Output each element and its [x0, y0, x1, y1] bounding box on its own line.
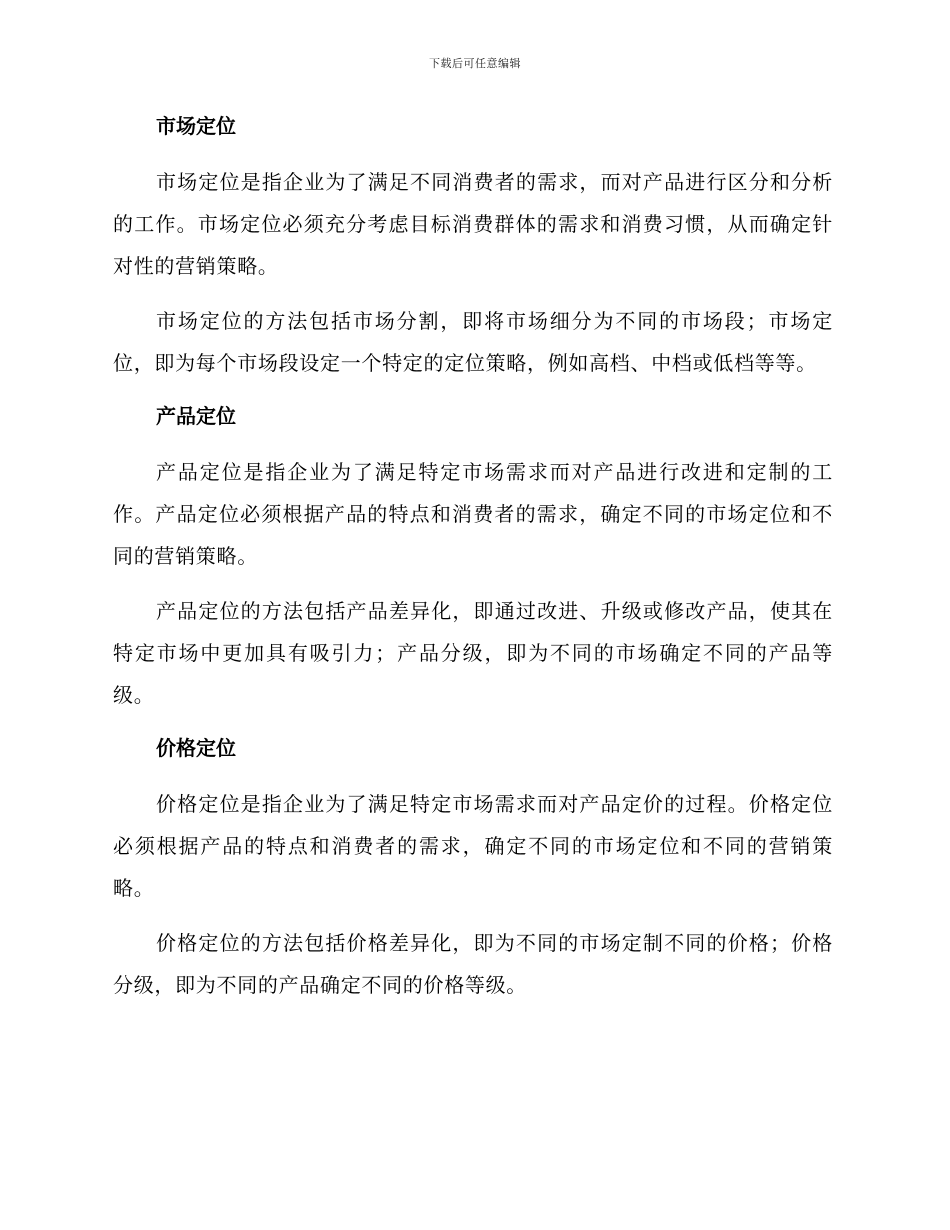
paragraph: 产品定位的方法包括产品差异化，即通过改进、升级或修改产品，使其在特定市场中更加具有吸引力；产品分级，即为不同的市场确定不同的产品等级。	[113, 599, 833, 707]
section-title: 市场定位	[156, 114, 236, 138]
header-note: 下载后可任意编辑	[429, 57, 521, 70]
paragraph: 价格定位的方法包括价格差异化，即为不同的市场定制不同的价格；价格分级，即为不同的产品确定不同的价格等级。	[113, 931, 833, 997]
paragraph: 市场定位是指企业为了满足不同消费者的需求，而对产品进行区分和分析的工作。市场定位必须充分考虑目标消费群体的需求和消费习惯，从而确定针对性的营销策略。	[113, 170, 833, 278]
section-product-positioning	[113, 402, 833, 716]
document-body	[113, 112, 833, 1019]
paragraph: 市场定位的方法包括市场分割，即将市场细分为不同的市场段；市场定位，即为每个市场段设定一个特定的定位策略，例如高档、中档或低档等等。	[113, 309, 833, 375]
paragraph: 产品定位是指企业为了满足特定市场需求而对产品进行改进和定制的工作。产品定位必须根据产品的特点和消费者的需求，确定不同的市场定位和不同的营销策略。	[113, 460, 833, 568]
section-market-positioning	[113, 112, 833, 384]
section-title: 产品定位	[156, 404, 236, 428]
section-title: 价格定位	[156, 736, 236, 760]
section-price-positioning	[113, 734, 833, 1006]
paragraph: 价格定位是指企业为了满足特定市场需求而对产品定价的过程。价格定位必须根据产品的特点和消费者的需求，确定不同的市场定位和不同的营销策略。	[113, 792, 833, 900]
